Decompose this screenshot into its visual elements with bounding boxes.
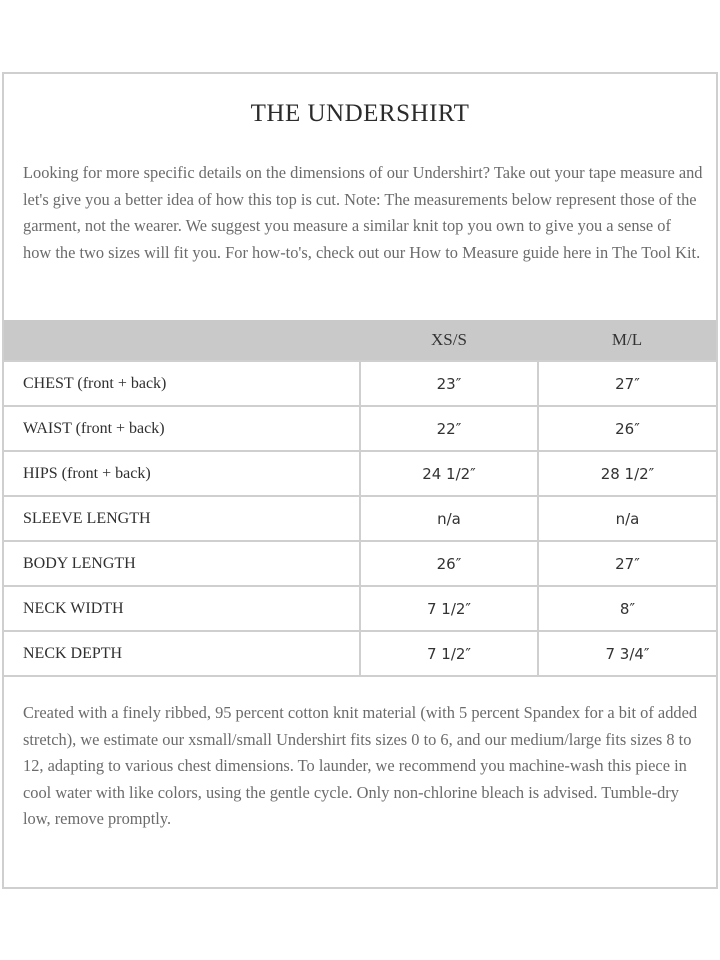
- row-label: BODY LENGTH: [4, 541, 360, 586]
- size-guide-card: [2, 72, 718, 889]
- value-m-l: 27″: [538, 361, 716, 406]
- table-row: [4, 451, 716, 496]
- row-label: HIPS (front + back): [4, 451, 360, 496]
- value-m-l: 26″: [538, 406, 716, 451]
- value-xs-s: 22″: [360, 406, 538, 451]
- value-xs-s: n/a: [360, 496, 538, 541]
- value-xs-s: 24 1/2″: [360, 451, 538, 496]
- value-xs-s: 7 1/2″: [360, 586, 538, 631]
- value-xs-s: 26″: [360, 541, 538, 586]
- table-row: [4, 541, 716, 586]
- measurements-table: [4, 320, 716, 677]
- row-label: WAIST (front + back): [4, 406, 360, 451]
- header-empty: [4, 320, 360, 361]
- value-m-l: 27″: [538, 541, 716, 586]
- value-m-l: 8″: [538, 586, 716, 631]
- table-row: [4, 496, 716, 541]
- table-row: [4, 406, 716, 451]
- intro-paragraph: Looking for more specific details on the dimensions of our Undershirt? Take out your tape measure and let's give you a better idea of how this top is cut. Note: The measurements below represent those of the garment, not the wearer. We suggest you measure a similar knit top you own to give you a sense of how the two sizes will fit you. For how-to's, check out our How to Measure guide here in The Tool Kit.: [23, 163, 703, 262]
- row-label: NECK DEPTH: [4, 631, 360, 676]
- care-paragraph: Created with a finely ribbed, 95 percent cotton knit material (with 5 percent Spandex for a bit of added stretch), we estimate our xsmall/small Undershirt fits sizes 0 to 6, and our medium/large fits sizes 8 to 12, adapting to various chest dimensions. To launder, we recommend you machine-wash this piece in cool water with like colors, using the gentle cycle. Only non-chlorine bleach is advised. Tumble-dry low, remove promptly.: [23, 703, 698, 829]
- page-title: THE UNDERSHIRT: [250, 100, 470, 127]
- table-row: [4, 631, 716, 676]
- row-label: NECK WIDTH: [4, 586, 360, 631]
- row-label: CHEST (front + back): [4, 361, 360, 406]
- value-xs-s: 23″: [360, 361, 538, 406]
- table-header-row: [4, 320, 716, 361]
- table-row: [4, 586, 716, 631]
- value-xs-s: 7 1/2″: [360, 631, 538, 676]
- header-m-l: M/L: [538, 320, 716, 361]
- value-m-l: n/a: [538, 496, 716, 541]
- table-row: [4, 361, 716, 406]
- value-m-l: 7 3/4″: [538, 631, 716, 676]
- value-m-l: 28 1/2″: [538, 451, 716, 496]
- row-label: SLEEVE LENGTH: [4, 496, 360, 541]
- header-xs-s: XS/S: [360, 320, 538, 361]
